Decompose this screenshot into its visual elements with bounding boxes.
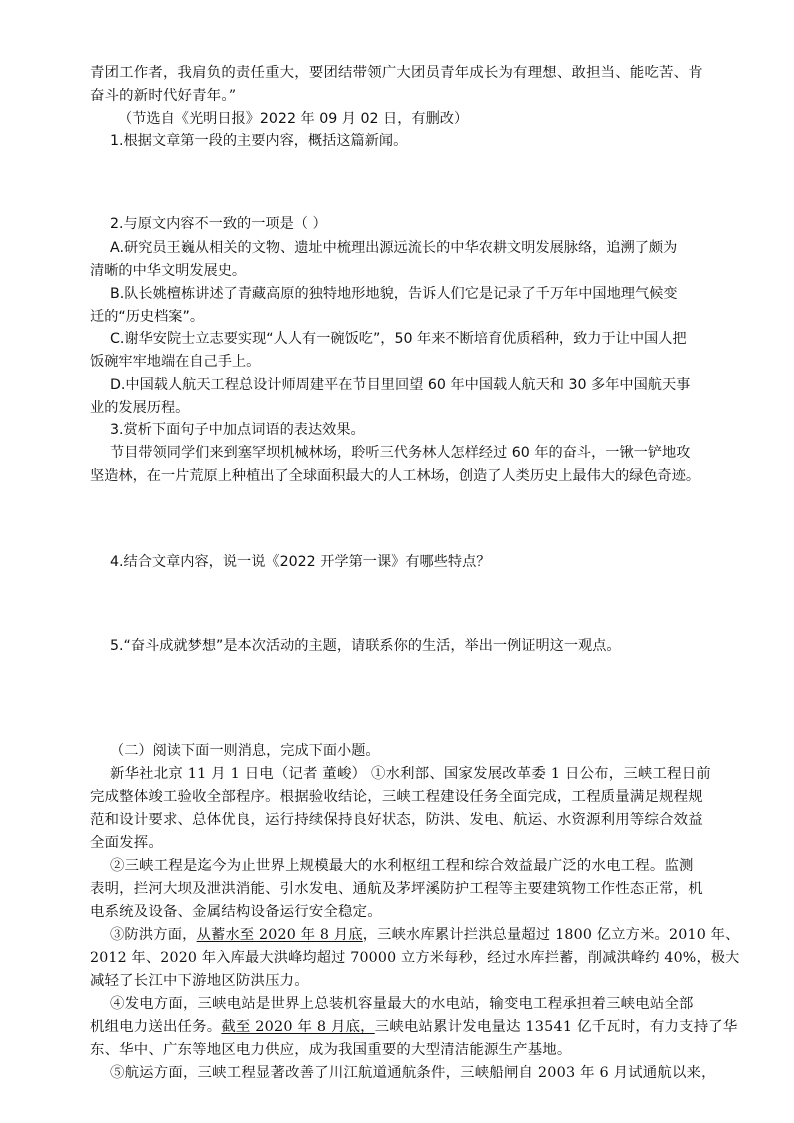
news-paragraph-3-prefix: ③防洪方面，	[110, 927, 197, 943]
question-2-stem: 2.与原文内容不一致的一项是（ ）	[110, 216, 327, 232]
news-paragraph-1-line-1: 新华社北京 11 月 1 日电（记者 董峻） ①水利部、国家发展改革委 1 日公布，三峡工程日前	[110, 766, 711, 782]
question-2-option-a-line-2: 清晰的中华文明发展史。	[90, 263, 247, 279]
question-2-option-b-line-2: 迁的“历史档案”。	[90, 309, 205, 325]
news-paragraph-2-line-2: 表明，拦河大坝及泄洪消能、引水发电、通航及茅坪溪防护工程等主要建筑物工作性态正常，机	[90, 881, 703, 897]
news-paragraph-2-line-3: 电系统及设备、金属结构设备运行安全稳定。	[90, 904, 382, 920]
news-paragraph-3-suffix: ，三峡水库累计拦洪总量超过 1800 亿立方米。2010 年、	[362, 927, 740, 943]
news-paragraph-3-underlined: 从蓄水至 2020 年 8 月底	[196, 927, 363, 943]
news-paragraph-1-line-2: 完成整体竣工验收全部程序。根据验收结论，三峡工程建设任务全面完成，工程质量满足规程规	[90, 789, 703, 805]
news-paragraph-4-prefix: 机组电力送出任务。	[90, 1019, 222, 1035]
news-paragraph-3-line-2: 2012 年、2020 年入库最大洪峰均超过 70000 立方米每秒，经过水库拦蓄，削减洪峰约 40%，极大	[90, 950, 740, 966]
question-2-option-b-line-1: B.队长姚檀栋讲述了青藏高原的独特地形地貌，告诉人们它是记录了千万年中国地理气候变	[110, 286, 678, 302]
news-paragraph-1-line-4: 全面发挥。	[90, 835, 163, 851]
news-paragraph-4-line-2	[90, 1016, 740, 1038]
news-paragraph-4-line-1: ④发电方面，三峡电站是世界上总装机容量最大的水电站，输变电工程承担着三峡电站全部	[110, 996, 694, 1012]
question-5: 5.“奋斗成就梦想”是本次活动的主题，请联系你的生活，举出一例证明这一观点。	[110, 638, 621, 654]
section-2-heading: （二）阅读下面一则消息，完成下面小题。	[110, 743, 380, 759]
news-paragraph-3-line-1	[110, 924, 740, 946]
continuation-line-1: 青团工作者，我肩负的责任重大，要团结带领广大团员青年成长为有理想、敢担当、能吃苦、肯	[90, 65, 703, 81]
question-1: 1.根据文章第一段的主要内容，概括这篇新闻。	[110, 133, 408, 149]
question-2-option-d-line-1: D.中国载人航天工程总设计师周建平在节目里回望 60 年中国载人航天和 30 多年中国航天事	[110, 377, 691, 393]
question-4: 4.结合文章内容，说一说《2022 开学第一课》有哪些特点？	[110, 554, 491, 570]
source-note: （节选自《光明日报》2022 年 09 月 02 日，有删改）	[118, 111, 469, 127]
question-3-sentence-line-1: 节目带领同学们来到塞罕坝机械林场，聆听三代务林人怎样经过 60 年的奋斗，一锹一铲地攻	[110, 445, 691, 461]
news-paragraph-4-underlined: 截至 2020 年 8 月底，	[221, 1019, 375, 1035]
question-2-option-a-line-1: A.研究员王巍从相关的文物、遗址中梳理出源远流长的中华农耕文明发展脉络，追溯了颇为	[110, 240, 678, 256]
question-3-stem: 3.赏析下面句子中加点词语的表达效果。	[110, 422, 365, 438]
news-paragraph-4-line-3: 东、华中、广东等地区电力供应，成为我国重要的大型清洁能源生产基地。	[90, 1042, 572, 1058]
question-3-sentence-line-2: 坚造林，在一片荒原上种植出了全球面积最大的人工林场，创造了人类历史上最伟大的绿色奇迹。	[90, 468, 701, 484]
news-paragraph-3-line-3: 减轻了长江中下游地区防洪压力。	[90, 973, 309, 989]
news-paragraph-1-line-3: 范和设计要求、总体优良，运行持续保持良好状态，防洪、发电、航运、水资源利用等综合效益	[90, 812, 703, 828]
news-paragraph-5-line-1: ⑤航运方面，三峡工程显著改善了川江航道通航条件，三峡船闸自 2003 年 6 月试通航以来，	[110, 1065, 716, 1081]
question-2-option-c-line-2: 饭碗牢牢地端在自己手上。	[90, 354, 261, 370]
question-2-option-d-line-2: 业的发展历程。	[90, 400, 190, 416]
news-paragraph-2-line-1: ②三峡工程是迄今为止世界上规模最大的水利枢纽工程和综合效益最广泛的水电工程。监测	[110, 858, 694, 874]
continuation-line-2: 奋斗的新时代好青年。”	[90, 88, 237, 104]
question-2-option-c-line-1: C.谢华安院士立志要实现“人人有一碗饭吃”，50 年来不断培育优质稻种，致力于让中国人把	[110, 331, 687, 347]
news-paragraph-4-suffix: 三峡电站累计发电量达 13541 亿千瓦时，有力支持了华	[374, 1019, 738, 1035]
